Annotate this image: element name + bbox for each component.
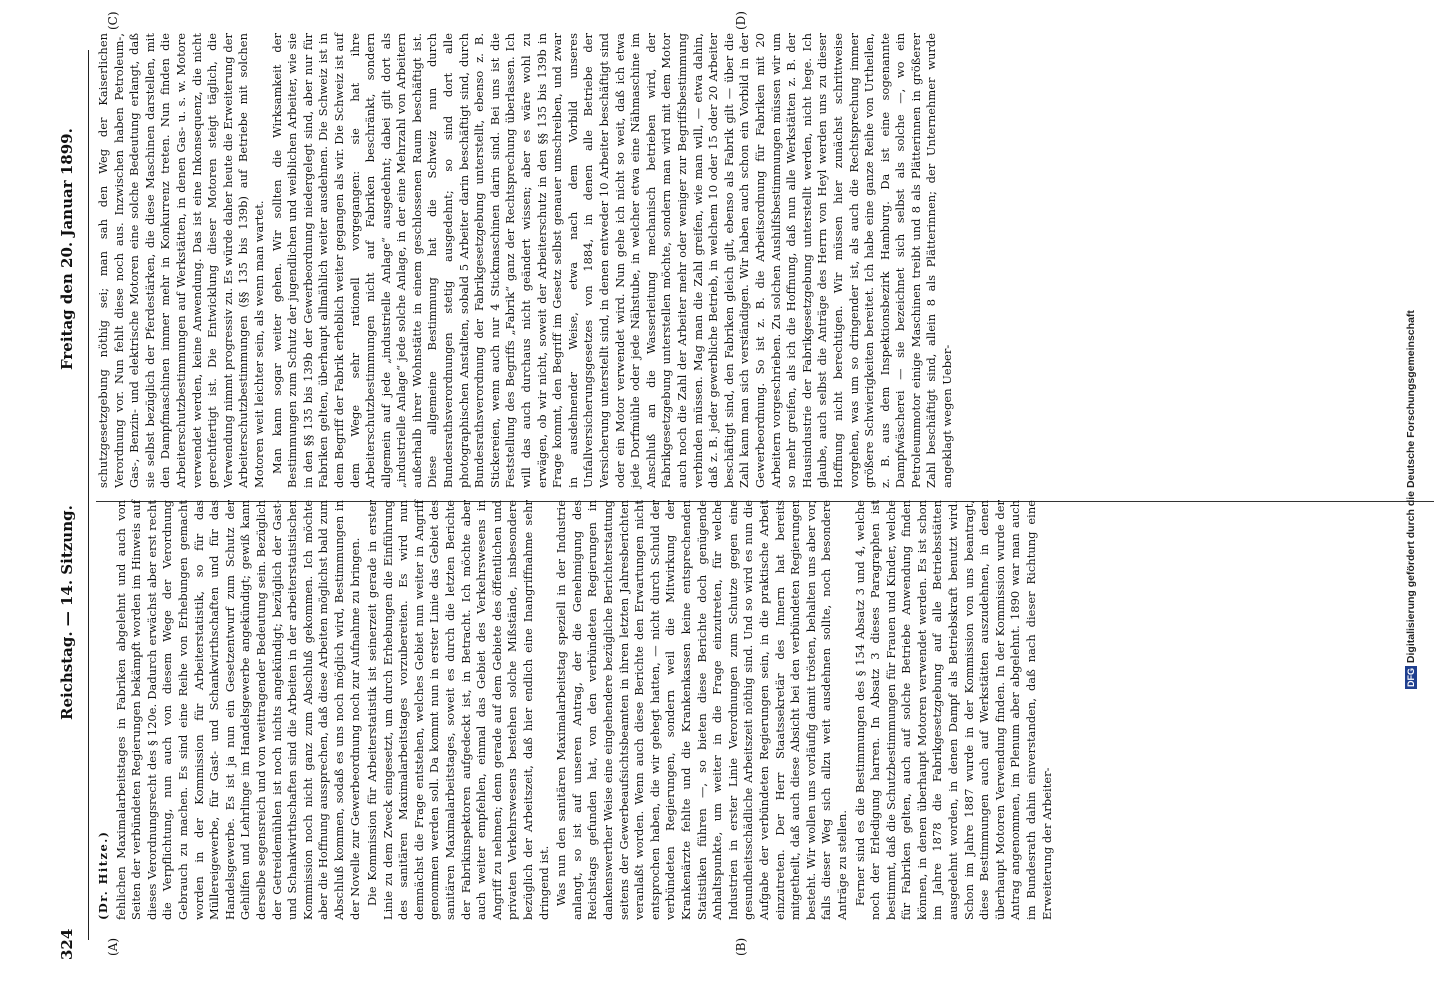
left-paragraph: Die Kommission für Arbeiterstatistik ist seinerzeit gerade in erster Linie zu dem Zweck eingesetzt, um durch Erhebungen die Einführung des sanitären Maximalarbeitstages vorzubereiten. Es wird nun demnächst die Frage entstehen, welches Gebiet nun weiter in Angriff genommen werden soll. Da kommt nun in erster Linie das Gebiet des sanitären Maximalarbeitstages, soweit es durch die letzten Berichte der Fabrikinspektoren aufgedeckt ist, in Betracht. Ich möchte aber auch weiter empfehlen, einmal das Gebiet des Verkehrswesens in Angriff zu nehmen; denn gerade auf dem Gebiete des öffentlichen und privaten Verkehrswesens bestehen solche Mißstände, insbesondere bezüglich der Arbeitszeit, daß hier endlich eine Inangriffnahme sehr dringend ist. <box>365 500 551 920</box>
header-rule <box>88 50 89 940</box>
margin-mark-a: (A) <box>106 937 120 956</box>
dfg-logo: DFG <box>1406 668 1416 688</box>
right-column <box>96 33 958 488</box>
left-paragraph: Was nun den sanitären Maximalarbeitstag speziell in der Industrie anlangt, so ist auf unseren Antrag, der die Genehmigung des Reichstags gefunden hat, von den verbündeten Regierungen in dankenswerther Weise eine eingehendere bezügliche Berichterstattung seitens der Gewerbeaufsichtsbeamten in ihren letzten Jahresberichten veranlaßt worden. Wenn auch diese Berichte den Erwartungen nicht entsprochen haben, die wir gehegt hatten, — nicht durch Schuld der verbündeten Regierungen, sondern weil die Mitwirkung der Krankenärzte fehlte und die Krankenkassen keine entsprechenden Statistiken führen —, so bieten diese Berichte doch genügende Anhaltspunkte, um weiter in die Frage einzutreten, für welche Industrien in erster Linie Verordnungen zum Schutze gegen eine gesundheitsschädliche Arbeitszeit nöthig sind. Und so wird es nun die Aufgabe der verbündeten Regierungen sein, in die praktische Arbeit einzutreten. Der Herr Staatssekretär des Innern hat bereits mitgetheilt, daß auch diese Absicht bei den verbündeten Regierungen besteht. Wir wollen uns vorläufig damit trösten, behalten uns aber vor, falls dieser Weg sich allzu weit ausdehnen sollte, noch besondere Anträge zu stellen. <box>554 500 849 920</box>
left-column <box>96 500 1057 920</box>
right-paragraph: Man kann sogar weiter gehen. Wir sollten die Wirksamkeit der Bestimmungen zum Schutz der jugendlichen und weiblichen Arbeiter, wie sie in den §§ 135 bis 139b der Gewerbeordnung niedergelegt sind, aber nur für Fabriken gelten, überhaupt allmählich weiter ausdehnen. Die Schweiz ist in dem Begriff der Fabrik erheblich weiter gegangen als wir. Die Schweiz ist auf dem Wege sehr rationell vorgegangen: sie hat ihre Arbeiterschutzbestimmungen nicht auf Fabriken beschränkt, sondern allgemein auf jede „industrielle Anlage“ ausgedehnt; dabei gilt dort als „industrielle Anlage“ jede solche Anlage, in der eine Mehrzahl von Arbeitern außerhalb ihrer Wohnstätte in einem geschlossenen Raum beschäftigt ist. Diese allgemeine Bestimmung hat die Schweiz nun durch Bundesrathsverordnungen stetig ausgedehnt; so sind dort alle photographischen Anstalten, sobald 5 Arbeiter darin beschäftigt sind, durch Bundesrathsverordnung der Fabrikgesetzgebung unterstellt, ebenso z. B. Stickereien, wenn auch nur 4 Stickmaschinen darin sind. Bei uns ist die Feststellung des Begriffs „Fabrik“ ganz der Rechtsprechung überlassen. Ich will das auch durchaus nicht geändert wissen; aber es wäre wohl zu erwägen, ob wir nicht, soweit der Arbeiterschutz in den §§ 135 bis 139b in Frage kommt, den Begriff im Gesetz selbst genauer umschreiben, und zwar in ausdehnender Weise, etwa nach dem Vorbild unseres Unfallversicherungsgesetzes von 1884, in denen alle Betriebe der Versicherung unterstellt sind, in denen entweder 10 Arbeiter beschäftigt sind oder ein Motor verwendet wird. Nun gehe ich nicht so weit, daß ich etwa jede Dorfmühle oder jede Nähstube, in welcher etwa eine Nähmaschine im Anschluß an die Wasserleitung mechanisch betrieben wird, der Fabrikgesetzgebung unterstellen möchte, sondern man wird mit dem Motor auch noch die Zahl der Arbeiter mehr oder weniger zur Begriffsbestimmung verbinden müssen. Mag man die Zahl greifen, wie man will, — etwa dahin, daß z. B. jeder gewerbliche Betrieb, in welchem 10 oder 15 oder 20 Arbeiter beschäftigt sind, den Fabriken gleich gilt, ebenso als Fabrik gilt — über die Zahl kann man sich verständigen. Wir haben auch schon ein Vorbild in der Gewerbeordnung. So ist z. B. die Arbeitsordnung für Fabriken mit 20 Arbeitern vorgeschrieben. Zu solchen Aushilfsbestimmungen müssen wir um so mehr greifen, als ich die Hoffnung, daß nun alle Werkstätten z. B. der Hausindustrie der Fabrikgesetzgebung unterstellt werden, nicht hege. Ich glaube, auch selbst die Anträge des Herrn von Heyl werden uns zu dieser Hoffnung nicht berechtigen. Wir müssen hier zunächst schrittweise vorgehen, was um so dringender ist, als auch die Rechtsprechung immer größere Schwierigkeiten bereitet. Ich habe eine ganze Reihe von Urtheilen, z. B. aus dem Inspektionsbezirk Hamburg. Da ist eine sogenannte Dampfwäscherei — sie bezeichnet sich selbst als solche —, wo ein Petroleummotor einige Maschinen treibt und 8 als Plätterinnen in größerer Zahl beschäftigt sind, allein 8 als Plätterinnen; der Unternehmer wurde angeklagt wegen Ueber- <box>269 33 955 488</box>
margin-mark-c: (C) <box>106 11 120 30</box>
margin-mark-d: (D) <box>734 11 748 30</box>
header-session: Reichstag. — 14. Sitzung. <box>58 505 76 720</box>
page-number: 324 <box>58 928 76 960</box>
page-header <box>58 40 84 960</box>
speaker-label: (Dr. Hitze.) <box>96 830 110 920</box>
margin-mark-b: (B) <box>734 937 748 956</box>
digitization-note <box>1405 8 1429 992</box>
left-paragraph: Ferner sind es die Bestimmungen des § 154 Absatz 3 und 4, welche noch der Erledigung harren. In Absatz 3 dieses Paragraphen ist bestimmt, daß die Schutzbestimmungen für Frauen und Kinder, welche für Fabriken gelten, auch auf solche Betriebe Anwendung finden können, in denen überhaupt Motoren verwendet werden. Es ist schon im Jahre 1878 die Fabrikgesetzgebung auf alle Betriebsstätten ausgedehnt worden, in denen Dampf als Betriebskraft benutzt wird. Schon im Jahre 1887 wurde in der Kommission von uns beantragt, diese Bestimmungen auch auf Werkstätten auszudehnen, in denen überhaupt Motoren Verwendung finden. In der Kommission wurde der Antrag angenommen, im Plenum aber abgelehnt. 1890 war man auch im Bundesrath dahin einverstanden, daß nach dieser Richtung eine Erweiterung der Arbeiter- <box>852 500 1054 920</box>
right-paragraph: schutzgesetzgebung nöthig sei; man sah den Weg der Kaiserlichen Verordnung vor. Nun fehlt diese noch aus. Inzwischen haben Petroleum-, Gas-, Benzin- und elektrische Motoren eine solche Bedeutung erlangt, daß sie selbst bezüglich der Pferdestärken, die diese Maschinen darstellen, mit den Dampfmaschinen immer mehr in Konkurrenz treten. Nun finden die Arbeiterschutzbestimmungen auf Werkstätten, in denen Gas- u. s. w. Motore verwendet werden, keine Anwendung. Das ist eine Inkonsequenz, die nicht gerechtfertigt ist. Die Entwicklung dieser Motoren steigt täglich, die Verwendung nimmt progressiv zu. Es würde daher heute die Erweiterung der Arbeiterschutzbestimmungen (§§ 135 bis 139b) auf Betriebe mit solchen Motoren weit leichter sein, als wenn man wartet. <box>96 33 266 488</box>
header-date: Freitag den 20. Januar 1899. <box>58 128 76 370</box>
left-paragraph: fehlichen Maximalarbeitstages in Fabriken abgelehnt und auch von Seiten der verbündeten Regierungen bekämpft worden im Hinweis auf dieses Verordnungsrecht des § 120e. Dadurch erwächst aber erst recht die Verpflichtung, nun auch von diesem Wege der Verordnung Gebrauch zu machen. Es sind eine Reihe von Erhebungen gemacht worden in der Kommission für Arbeiterstatistik, so für das Müllereigewerbe, für Gast- und Schankwirthschaften und für das Handelsgewerbe. Es ist ja nun ein Gesetzentwurf zum Schutz der Gehilfen und Lehrlinge im Handelsgewerbe angekündigt; gewiß kann derselbe segensreich und von weittragender Bedeutung sein. Bezüglich der Getreidemühlen ist noch nichts angekündigt; bezüglich der Gast- und Schankwirthschaften sind die Arbeiten in der arbeiterstatistischen Kommission noch nicht ganz zum Abschluß gekommen. Ich möchte aber die Hoffnung aussprechen, daß diese Arbeiten möglichst bald zum Abschluß kommen, sodaß es uns noch möglich wird, Bestimmungen in der Novelle zur Gewerbeordnung noch zur Aufnahme zu bringen. <box>113 500 362 920</box>
funding-note: Digitalisierung gefördert durch die Deutsche Forschungsgemeinschaft <box>1405 310 1417 664</box>
